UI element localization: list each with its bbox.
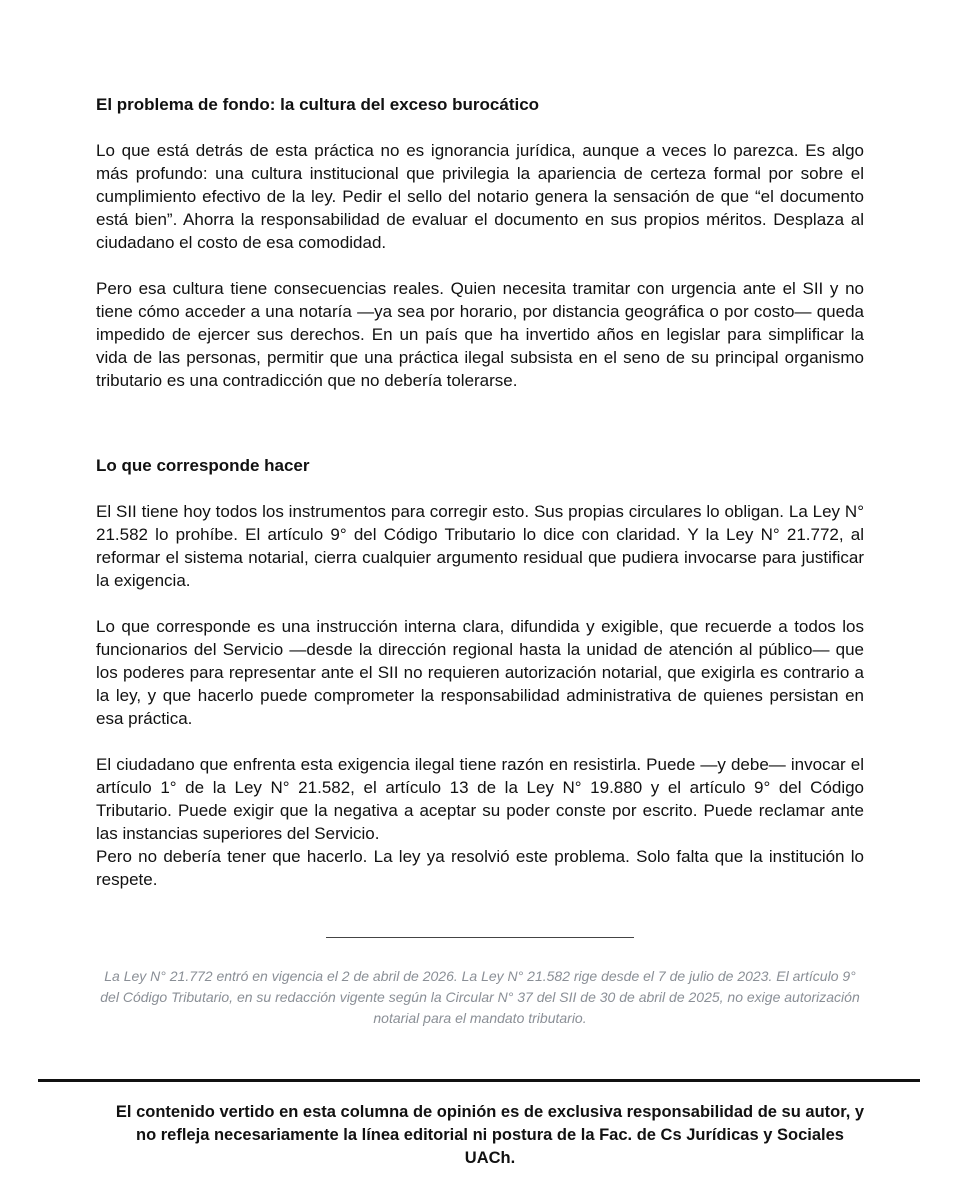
footnote-divider xyxy=(326,937,634,938)
footnote: La Ley N° 21.772 entró en vigencia el 2 de abril de 2026. La Ley N° 21.582 rige desde el 7 de julio de 2023. El artículo 9° del Código Tributario, en su redacción vigente según la Circular N° 37 del SII de 30 de abril de 2025, no exige autorización notarial para el mandato tributario. xyxy=(100,968,860,1026)
disclaimer: El contenido vertido en esta columna de opinión es de exclusiva responsabilidad de su autor, y no refleja necesariamente la línea editorial ni postura de la Fac. de Cs Jurídicas y Sociales UACh. xyxy=(115,1103,865,1167)
article-body xyxy=(96,93,864,891)
section-heading-problema: El problema de fondo: la cultura del exceso burocático xyxy=(96,95,540,114)
paragraph: El SII tiene hoy todos los instrumentos para corregir esto. Sus propias circulares lo obligan. La Ley N° 21.582 lo prohíbe. El artículo 9° del Código Tributario lo dice con claridad. Y la Ley N° 21.772, al reformar el sistema notarial, cierra cualquier argumento residual que pudiera invocarse para justificar la exigencia. xyxy=(96,502,864,590)
paragraph: Pero no debería tener que hacerlo. La ley ya resolvió este problema. Solo falta que la institución lo respete. xyxy=(96,847,864,889)
disclaimer-rule xyxy=(38,1079,920,1082)
section-heading-corresponde: Lo que corresponde hacer xyxy=(96,456,310,475)
paragraph: El ciudadano que enfrenta esta exigencia ilegal tiene razón en resistirla. Puede —y debe— invocar el artículo 1° de la Ley N° 21.582, el artículo 13 de la Ley N° 19.880 y el artículo 9° del Código Tributario. Puede exigir que la negativa a aceptar su poder conste por escrito. Puede reclamar ante las instancias superiores del Servicio. xyxy=(96,755,864,843)
paragraph: Lo que corresponde es una instrucción interna clara, difundida y exigible, que recuerde a todos los funcionarios del Servicio —desde la dirección regional hasta la unidad de atención al público— que los poderes para representar ante el SII no requieren autorización notarial, que exigirla es contrario a la ley, y que hacerlo puede comprometer la responsabilidad administrativa de quienes persistan en esa práctica. xyxy=(96,617,864,728)
paragraph: Lo que está detrás de esta práctica no es ignorancia jurídica, aunque a veces lo parezca. Es algo más profundo: una cultura institucional que privilegia la apariencia de certeza formal por sobre el cumplimiento efectivo de la ley. Pedir el sello del notario genera la sensación de que “el documento está bien”. Ahorra la responsabilidad de evaluar el documento en sus propios méritos. Desplaza al ciudadano el costo de esa comodidad. xyxy=(96,141,864,252)
paragraph: Pero esa cultura tiene consecuencias reales. Quien necesita tramitar con urgencia ante el SII y no tiene cómo acceder a una notaría —ya sea por horario, por distancia geográfica o por costo— queda impedido de ejercer sus derechos. En un país que ha invertido años en legislar para simplificar la vida de las personas, permitir que una práctica ilegal subsista en el seno de su principal organismo tributario es una contradicción que no debería tolerarse. xyxy=(96,279,864,390)
